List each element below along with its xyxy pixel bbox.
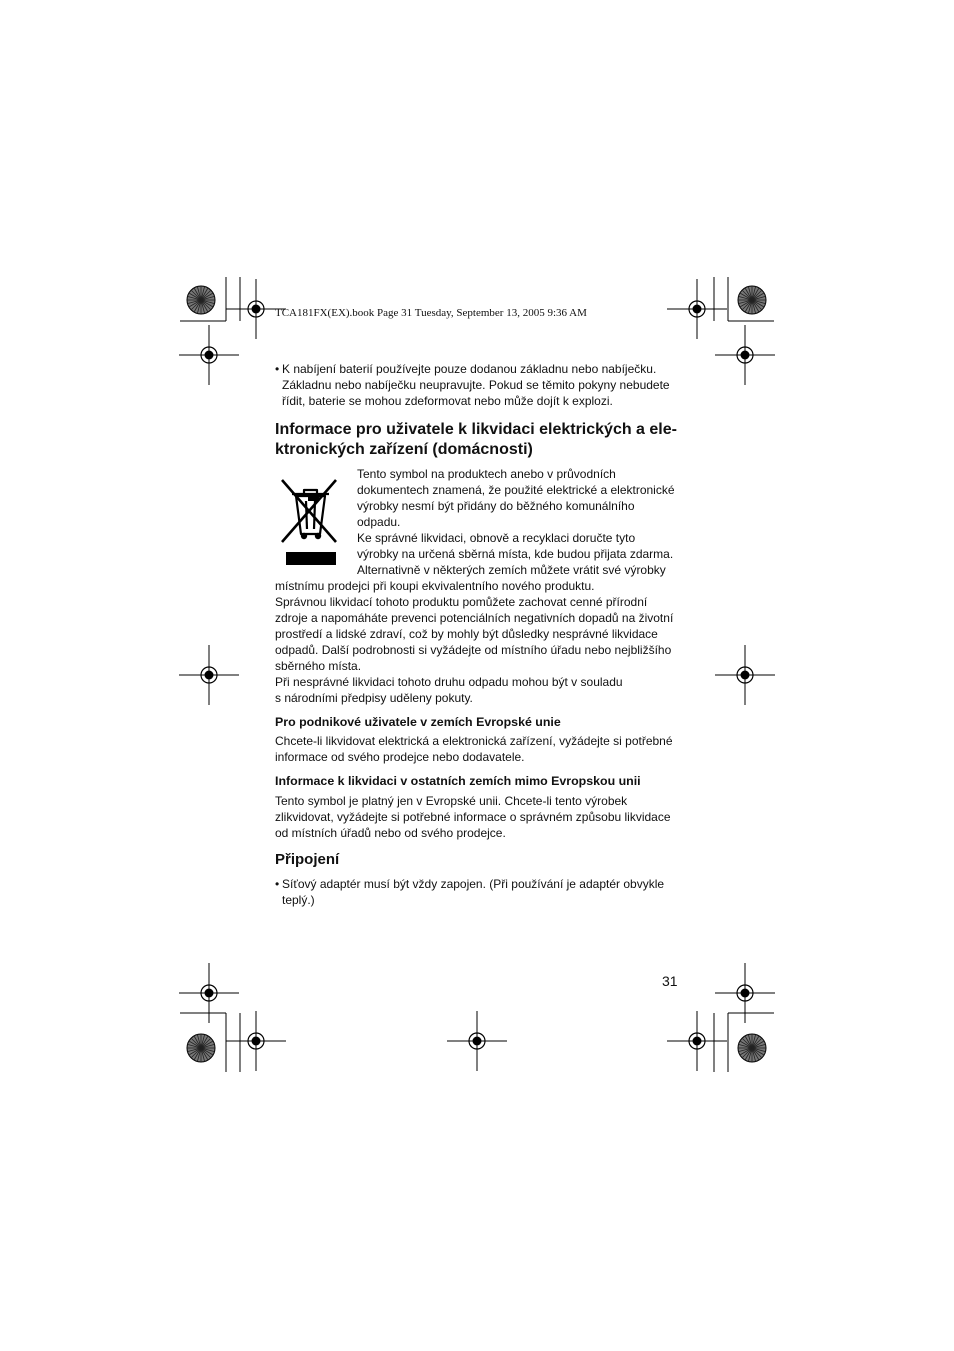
text-line: Alternativně v některých zemích můžete vrátit své výrobky	[357, 563, 666, 577]
intro-bullet	[275, 361, 685, 409]
color-bar-rosette-icon	[187, 286, 215, 314]
text-line: dokumentech znamená, že použité elektrické a elektronické	[357, 483, 675, 497]
connection-title: Připojení	[275, 851, 340, 868]
text-line: Při nesprávné likvidaci tohoto druhu odpadu mohou být v souladu	[275, 675, 623, 689]
disposal-title-line: Informace pro uživatele k likvidaci elektrických a ele-	[275, 421, 677, 438]
business-title: Pro podnikové uživatele v zemích Evropské unie	[275, 715, 561, 729]
business-text	[275, 733, 685, 765]
color-bar-rosette-icon	[738, 1034, 766, 1062]
text-line: teplý.)	[282, 893, 315, 907]
disposal-side-text	[357, 466, 687, 578]
text-line: Chcete-li likvidovat elektrická a elektronická zařízení, vyžádejte si potřebné	[275, 734, 673, 748]
text-line: sběrného místa.	[275, 659, 362, 673]
connection-bullet	[275, 876, 685, 908]
text-line: Tento symbol je platný jen v Evropské unii. Chcete-li tento výrobek	[275, 794, 628, 808]
text-line: zlikvidovat, vyžádejte si potřebné informace o správném způsobu likvidace	[275, 810, 671, 824]
disposal-title-line: ktronických zařízení (domácnosti)	[275, 441, 533, 458]
text-line: místnímu prodejci při koupi ekvivalentního nového produktu.	[275, 579, 595, 593]
text-line: Síťový adaptér musí být vždy zapojen. (Při používání je adaptér obvykle	[282, 877, 665, 891]
bullet-mark: •	[275, 362, 280, 376]
intro-line: K nabíjení baterií používejte pouze dodanou základnu nebo nabíječku.	[282, 362, 657, 376]
text-line: s národními předpisy uděleny pokuty.	[275, 691, 473, 705]
disposal-full-text	[275, 578, 685, 706]
color-bar-rosette-icon	[738, 286, 766, 314]
text-line: Ke správné likvidaci, obnově a recyklaci doručte tyto	[357, 531, 636, 545]
text-line: odpadů. Další podrobnosti si vyžádejte od místního úřadu nebo nejbližšího	[275, 643, 672, 657]
crossed-out-wheelie-bin-icon	[278, 474, 342, 568]
intro-line: řídit, baterie se mohou zdeformovat nebo může dojít k explozi.	[282, 394, 613, 408]
text-line: výrobky na určená sběrná místa, kde budou přijata zdarma.	[357, 547, 674, 561]
intro-line: Základnu nebo nabíječku neupravujte. Pokud se těmito pokyny nebudete	[282, 378, 670, 392]
page-number: 31	[662, 973, 678, 989]
bullet-mark: •	[275, 877, 280, 891]
print-header-line: TCA181FX(EX).book Page 31 Tuesday, September 13, 2005 9:36 AM	[275, 307, 587, 319]
disposal-title	[275, 420, 695, 460]
color-bar-rosette-icon	[187, 1034, 215, 1062]
text-line: informace od svého prodejce nebo dodavatele.	[275, 750, 525, 764]
text-line: výrobky nesmí být přidány do běžného komunálního	[357, 499, 635, 513]
text-line: zdroje a napomáháte prevenci potenciálních negativních dopadů na životní	[275, 611, 674, 625]
text-line: od místních úřadů nebo od svého prodejce.	[275, 826, 506, 840]
text-line: Správnou likvidací tohoto produktu pomůžete zachovat cenné přírodní	[275, 595, 648, 609]
outside-eu-text	[275, 793, 685, 841]
text-line: Tento symbol na produktech anebo v průvodních	[357, 467, 616, 481]
text-line: odpadu.	[357, 515, 401, 529]
outside-eu-title: Informace k likvidaci v ostatních zemích mimo Evropskou unii	[275, 774, 641, 788]
text-line: prostředí a lidské zdraví, což by mohly být důsledky nesprávné likvidace	[275, 627, 658, 641]
